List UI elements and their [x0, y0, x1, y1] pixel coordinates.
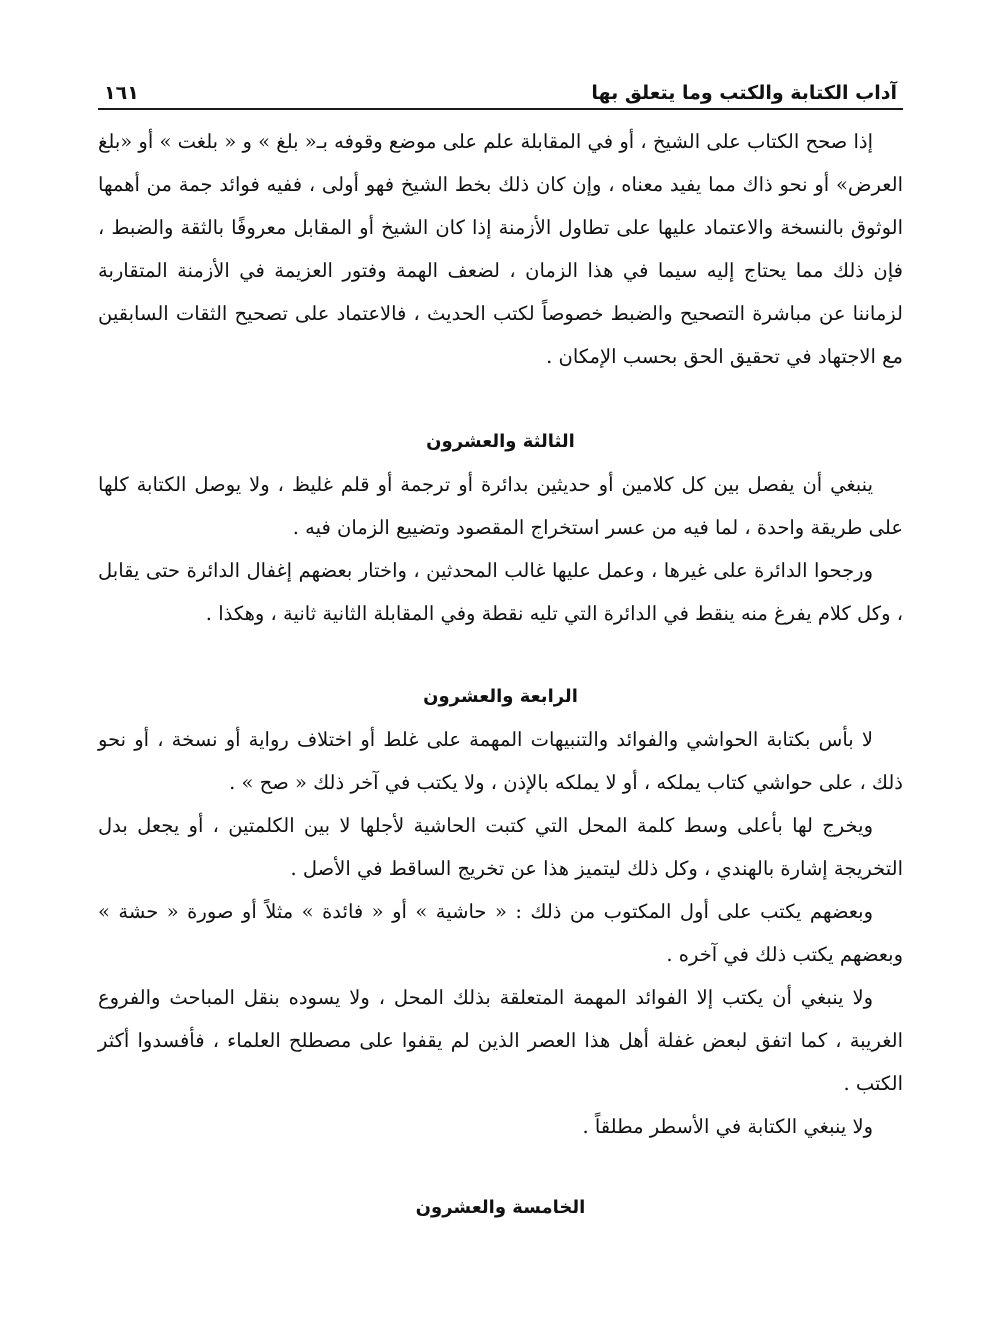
- page-content: [98, 120, 903, 1229]
- page-number: ١٦١: [104, 82, 139, 104]
- section-24-paragraph-4: ولا ينبغي أن يكتب إلا الفوائد المهمة المتعلقة بذلك المحل ، ولا يسوده بنقل المباحث والفروع الغريبة ، كما اتفق لبعض غفلة أهل هذا العصر الذين لم يقفوا على مصطلح العلماء ، فأفسدوا أكثر الكتب .: [98, 986, 903, 1095]
- intro-paragraph: إذا صحح الكتاب على الشيخ ، أو في المقابلة علم على موضع وقوفه بـ« بلغ » و « بلغت » أو «بلغ العرض» أو نحو ذاك مما يفيد معناه ، وإن كان ذلك بخط الشيخ فهو أولى ، ففيه فوائد جمة من أهمها الوثوق بالنسخة والاعتماد عليها على تطاول الأزمنة إذا كان الشيخ أو المقابل معروفًا بالثقة والضبط ، فإن ذلك مما يحتاج إليه سيما في هذا الزمان ، لضعف الهمة وفتور العزيمة في الأزمنة المتقاربة لزماننا عن مباشرة التصحيح والضبط خصوصاً لكتب الحديث ، فالاعتماد على تصحيح الثقات السابقين مع الاجتهاد في تحقيق الحق بحسب الإمكان .: [98, 130, 903, 368]
- section-24-paragraph-2: ويخرج لها بأعلى وسط كلمة المحل التي كتبت الحاشية لأجلها لا بين الكلمتين ، أو يجعل بدل التخريجة إشارة بالهندي ، وكل ذلك ليتميز هذا عن تخريج الساقط في الأصل .: [98, 814, 903, 880]
- running-header: [98, 70, 903, 110]
- running-title: آداب الكتابة والكتب وما يتعلق بها: [591, 82, 897, 104]
- section-23-paragraph-1: ينبغي أن يفصل بين كل كلامين أو حديثين بدائرة أو ترجمة أو قلم غليظ ، ولا يوصل الكتابة كلها على طريقة واحدة ، لما فيه من عسر استخراج المقصود وتضييع الزمان فيه .: [98, 473, 903, 539]
- section-24-paragraph-3: وبعضهم يكتب على أول المكتوب من ذلك : « حاشية » أو « فائدة » مثلاً أو صورة « حشة » وبعضهم يكتب ذلك في آخره .: [98, 900, 903, 966]
- section-24-paragraph-5: ولا ينبغي الكتابة في الأسطر مطلقاً .: [582, 1115, 873, 1138]
- section-heading-24: الرابعة والعشرون: [423, 686, 578, 707]
- book-page: [98, 70, 903, 1229]
- section-24-paragraph-1: لا بأس بكتابة الحواشي والفوائد والتنبيهات المهمة على غلط أو اختلاف رواية أو نسخة ، أو نحو ذلك ، على حواشي كتاب يملكه ، أو لا يملكه بالإذن ، ولا يكتب في آخر ذلك « صح » .: [98, 728, 903, 794]
- section-heading-23: الثالثة والعشرون: [426, 431, 575, 452]
- section-heading-25: الخامسة والعشرون: [415, 1197, 586, 1218]
- section-23-paragraph-2: ورجحوا الدائرة على غيرها ، وعمل عليها غالب المحدثين ، واختار بعضهم إغفال الدائرة حتى يقابل ، وكل كلام يفرغ منه ينقط في الدائرة التي تليه نقطة وفي المقابلة الثانية ثانية ، وهكذا .: [98, 559, 903, 625]
